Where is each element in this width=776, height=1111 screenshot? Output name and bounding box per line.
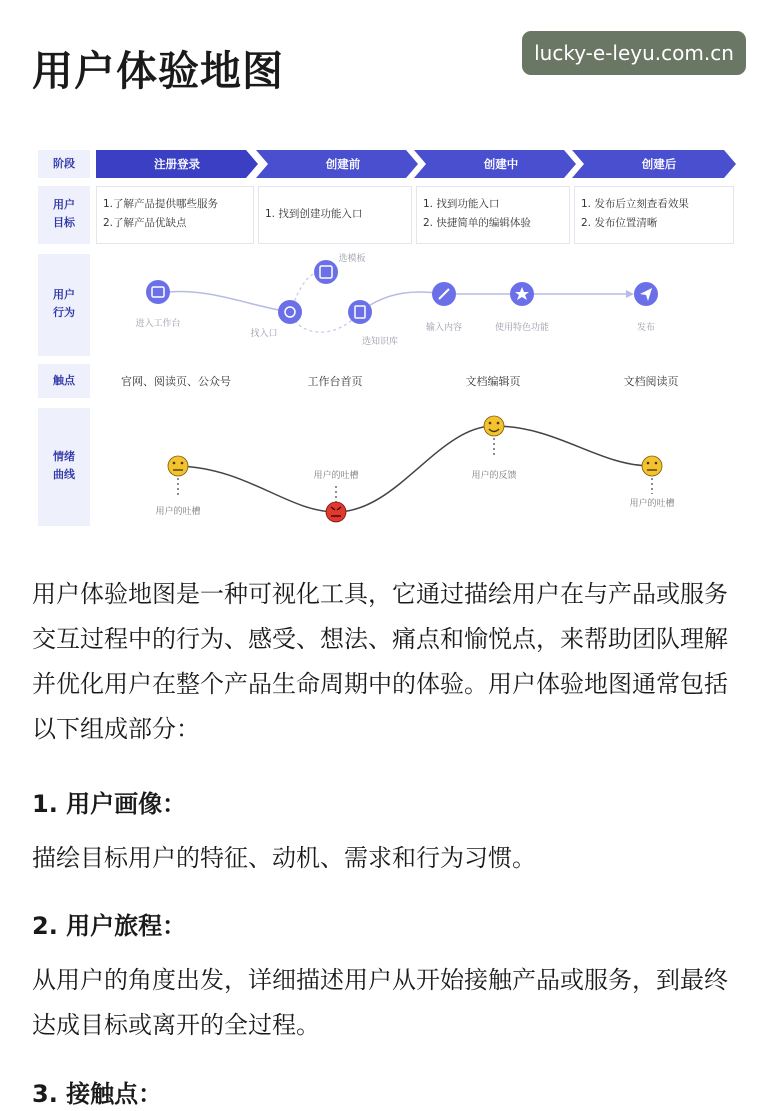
stage-label-3: 创建中 bbox=[483, 157, 519, 171]
action-node-find-entry bbox=[278, 300, 302, 324]
watermark: lucky-e-leyu.com.cn bbox=[522, 31, 746, 75]
action-label-2: 找入口 bbox=[250, 329, 278, 339]
action-label-5: 输入内容 bbox=[425, 323, 462, 333]
row-label-stage: 阶段 bbox=[53, 157, 75, 170]
section-heading-2: 2. 用户旅程： bbox=[32, 912, 187, 940]
experience-map-diagram bbox=[38, 146, 738, 528]
goal-box-3: 1. 找到功能入口 2. 快捷简单的编辑体验 bbox=[416, 186, 570, 244]
row-label-action: 用户 行为 bbox=[53, 288, 75, 319]
stage-label-4: 创建后 bbox=[641, 157, 677, 171]
angry-face-icon bbox=[326, 502, 346, 522]
action-node-enter-workbench bbox=[146, 280, 170, 304]
action-label-7: 发布 bbox=[636, 323, 655, 333]
emotion-label-2: 用户的吐槽 bbox=[313, 471, 359, 481]
action-node-choose-knowledge-base bbox=[348, 300, 372, 324]
section-text-2: 从用户的角度出发，详细描述用户从开始接触产品或服务，到最终达成目标或离开的全过程。 bbox=[32, 966, 728, 1039]
action-label-1: 进入工作台 bbox=[135, 319, 181, 329]
action-label-4: 选知识库 bbox=[361, 337, 398, 347]
touchpoint-3: 文档编辑页 bbox=[465, 375, 521, 388]
goal-box-1: 1.了解产品提供哪些服务 2.了解产品优缺点 bbox=[96, 186, 254, 244]
emotion-label-3: 用户的反馈 bbox=[471, 471, 517, 481]
row-label-goal: 用户 目标 bbox=[53, 198, 75, 229]
goal-box-2: 1. 找到创建功能入口 bbox=[258, 186, 412, 244]
section-heading-3: 3. 接触点： bbox=[32, 1080, 163, 1108]
emotion-label-4: 用户的吐槽 bbox=[629, 499, 675, 509]
emotion-label-1: 用户的吐槽 bbox=[155, 507, 201, 517]
stage-label-1: 注册登录 bbox=[154, 157, 200, 171]
action-label-3: 选模板 bbox=[338, 254, 366, 264]
touchpoint-4: 文档阅读页 bbox=[623, 375, 679, 388]
stage-label-2: 创建前 bbox=[325, 157, 361, 171]
touchpoint-2: 工作台首页 bbox=[307, 375, 363, 388]
section-text-1: 描绘目标用户的特征、动机、需求和行为习惯。 bbox=[32, 844, 536, 872]
row-label-touch: 触点 bbox=[53, 374, 75, 387]
neutral-face-icon bbox=[642, 456, 662, 476]
action-label-6: 使用特色功能 bbox=[494, 323, 549, 333]
row-label-emotion: 情绪 曲线 bbox=[53, 450, 75, 481]
touchpoint-1: 官网、阅读页、公众号 bbox=[121, 375, 231, 388]
happy-face-icon bbox=[484, 416, 504, 436]
section-heading-1: 1. 用户画像： bbox=[32, 790, 187, 818]
goal-box-4: 1. 发布后立刻查看效果 2. 发布位置清晰 bbox=[574, 186, 734, 244]
intro-paragraph: 用户体验地图是一种可视化工具，它通过描绘用户在与产品或服务交互过程中的行为、感受、想法、痛点和愉悦点，来帮助团队理解并优化用户在整个产品生命周期中的体验。用户体验地图通常包括以下组成部分： bbox=[32, 580, 728, 743]
page-title: 用户体验地图 bbox=[32, 47, 284, 95]
neutral-face-icon bbox=[168, 456, 188, 476]
